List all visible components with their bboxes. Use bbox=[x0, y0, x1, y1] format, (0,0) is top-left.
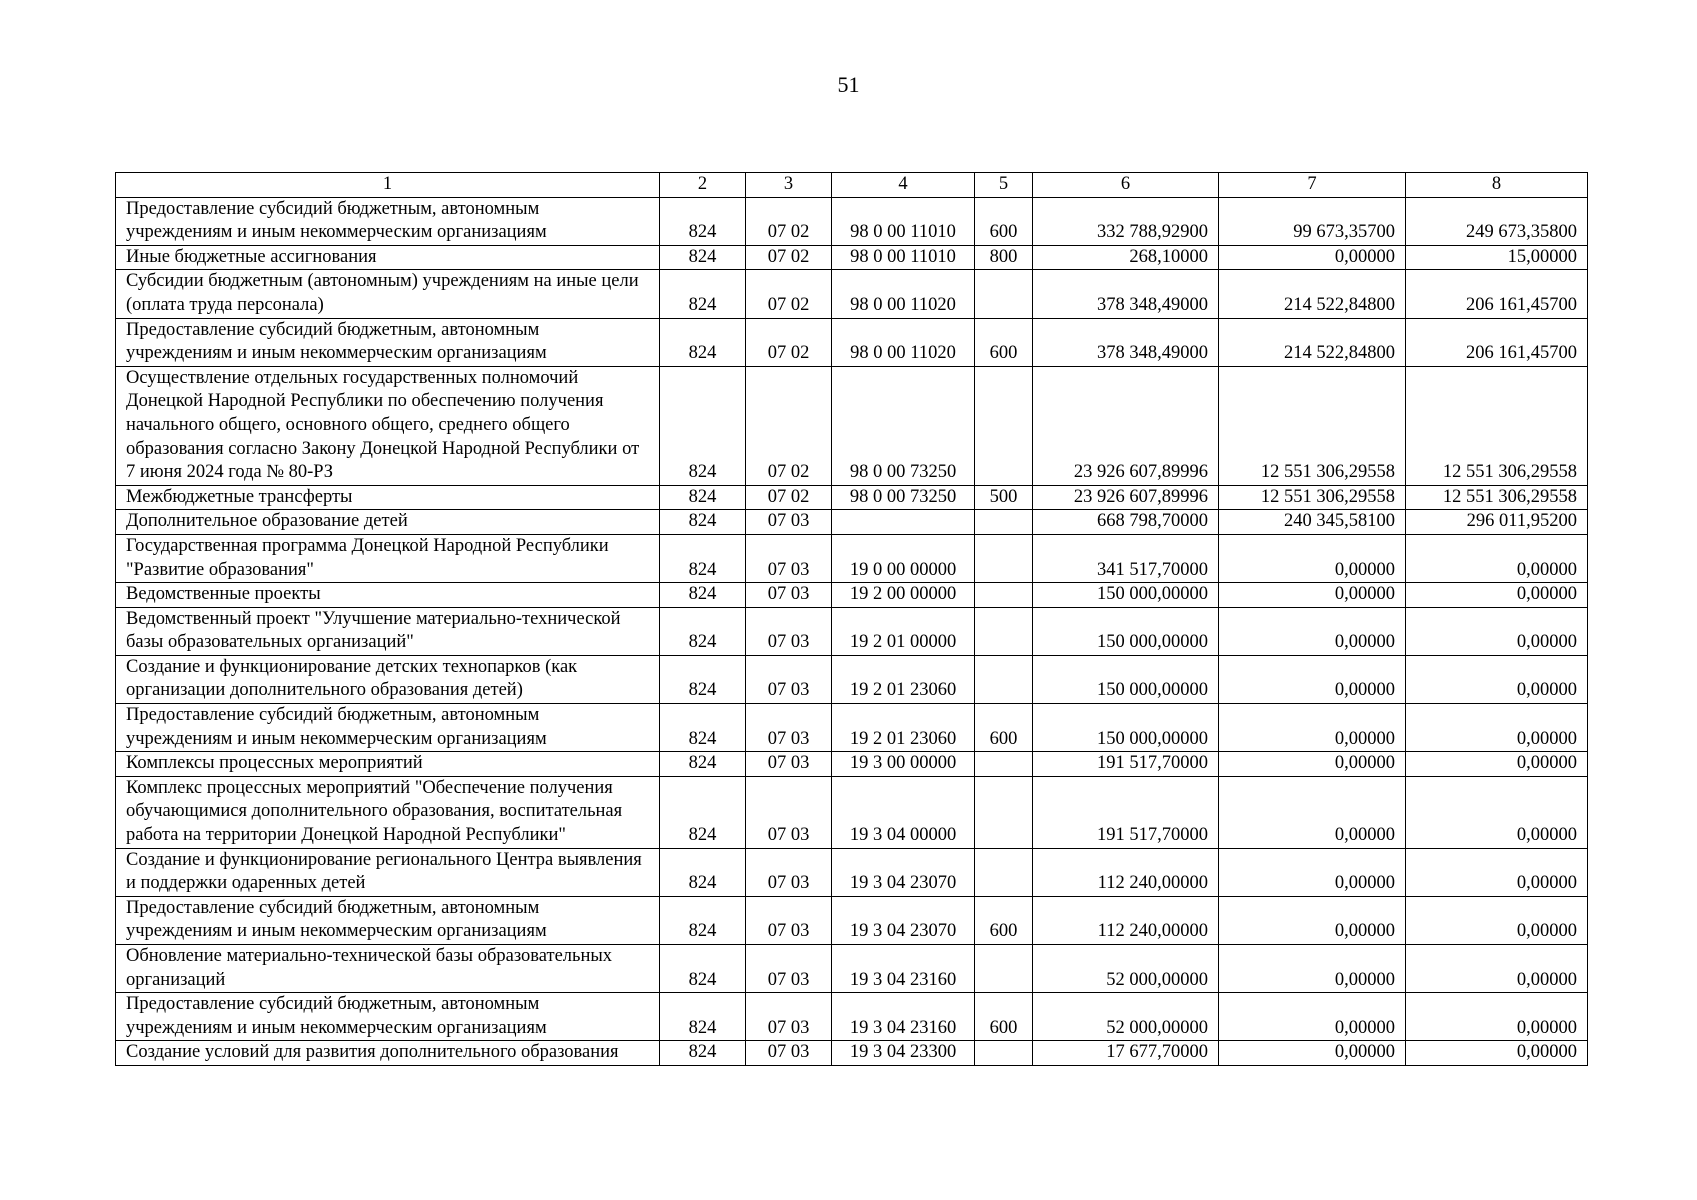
target-article-cell: 98 0 00 73250 bbox=[832, 485, 975, 510]
amount-col7-cell: 0,00000 bbox=[1219, 993, 1406, 1041]
amount-col6-cell: 378 348,49000 bbox=[1033, 270, 1219, 318]
table-row bbox=[116, 245, 1588, 270]
description-cell: Предоставление субсидий бюджетным, автономным учреждениям и иным некоммерческим организациям bbox=[116, 704, 660, 752]
column-header: 2 bbox=[660, 173, 746, 198]
amount-col7-cell: 0,00000 bbox=[1219, 245, 1406, 270]
description-cell: Межбюджетные трансферты bbox=[116, 485, 660, 510]
target-article-cell: 19 2 00 00000 bbox=[832, 583, 975, 608]
table-row bbox=[116, 945, 1588, 993]
description-cell: Комплекс процессных мероприятий "Обеспечение получения обучающимися дополнительного образования, воспитательная работа на территории Донецкой Народной Республики" bbox=[116, 776, 660, 848]
amount-col7-cell: 0,00000 bbox=[1219, 655, 1406, 703]
section-code-cell: 07 02 bbox=[746, 197, 832, 245]
expense-type-cell bbox=[975, 534, 1033, 582]
description-cell: Комплексы процессных мероприятий bbox=[116, 752, 660, 777]
amount-col7-cell: 0,00000 bbox=[1219, 945, 1406, 993]
amount-col6-cell: 268,10000 bbox=[1033, 245, 1219, 270]
amount-col6-cell: 668 798,70000 bbox=[1033, 510, 1219, 535]
description-cell: Создание условий для развития дополнительного образования bbox=[116, 1041, 660, 1066]
ministry-code-cell: 824 bbox=[660, 896, 746, 944]
amount-col7-cell: 0,00000 bbox=[1219, 1041, 1406, 1066]
table-row bbox=[116, 848, 1588, 896]
column-header: 4 bbox=[832, 173, 975, 198]
amount-col8-cell: 0,00000 bbox=[1406, 776, 1588, 848]
section-code-cell: 07 02 bbox=[746, 485, 832, 510]
table-row bbox=[116, 485, 1588, 510]
amount-col7-cell: 0,00000 bbox=[1219, 704, 1406, 752]
amount-col8-cell: 12 551 306,29558 bbox=[1406, 366, 1588, 485]
table-row bbox=[116, 896, 1588, 944]
target-article-cell bbox=[832, 510, 975, 535]
target-article-cell: 19 0 00 00000 bbox=[832, 534, 975, 582]
amount-col7-cell: 0,00000 bbox=[1219, 752, 1406, 777]
amount-col6-cell: 150 000,00000 bbox=[1033, 607, 1219, 655]
ministry-code-cell: 824 bbox=[660, 318, 746, 366]
target-article-cell: 19 3 04 23160 bbox=[832, 993, 975, 1041]
ministry-code-cell: 824 bbox=[660, 270, 746, 318]
table-row bbox=[116, 704, 1588, 752]
section-code-cell: 07 03 bbox=[746, 752, 832, 777]
target-article-cell: 98 0 00 11010 bbox=[832, 197, 975, 245]
table-row bbox=[116, 583, 1588, 608]
target-article-cell: 19 2 01 23060 bbox=[832, 655, 975, 703]
ministry-code-cell: 824 bbox=[660, 485, 746, 510]
ministry-code-cell: 824 bbox=[660, 197, 746, 245]
amount-col6-cell: 23 926 607,89996 bbox=[1033, 366, 1219, 485]
ministry-code-cell: 824 bbox=[660, 704, 746, 752]
description-cell: Создание и функционирование регионального Центра выявления и поддержки одаренных детей bbox=[116, 848, 660, 896]
amount-col6-cell: 52 000,00000 bbox=[1033, 993, 1219, 1041]
description-cell: Ведомственные проекты bbox=[116, 583, 660, 608]
section-code-cell: 07 03 bbox=[746, 607, 832, 655]
amount-col8-cell: 0,00000 bbox=[1406, 752, 1588, 777]
expense-type-cell bbox=[975, 510, 1033, 535]
page-number: 51 bbox=[837, 72, 860, 97]
target-article-cell: 19 3 04 23070 bbox=[832, 848, 975, 896]
expense-type-cell bbox=[975, 270, 1033, 318]
table-row bbox=[116, 655, 1588, 703]
section-code-cell: 07 02 bbox=[746, 245, 832, 270]
amount-col8-cell: 0,00000 bbox=[1406, 896, 1588, 944]
expense-type-cell bbox=[975, 607, 1033, 655]
section-code-cell: 07 03 bbox=[746, 776, 832, 848]
target-article-cell: 19 2 01 00000 bbox=[832, 607, 975, 655]
column-header: 8 bbox=[1406, 173, 1588, 198]
expense-type-cell bbox=[975, 655, 1033, 703]
target-article-cell: 19 2 01 23060 bbox=[832, 704, 975, 752]
amount-col6-cell: 150 000,00000 bbox=[1033, 655, 1219, 703]
table-row bbox=[116, 270, 1588, 318]
description-cell: Ведомственный проект "Улучшение материально-технической базы образовательных организаций" bbox=[116, 607, 660, 655]
column-header: 1 bbox=[116, 173, 660, 198]
column-header: 6 bbox=[1033, 173, 1219, 198]
amount-col8-cell: 249 673,35800 bbox=[1406, 197, 1588, 245]
amount-col7-cell: 0,00000 bbox=[1219, 583, 1406, 608]
header-row bbox=[116, 173, 1588, 198]
amount-col6-cell: 23 926 607,89996 bbox=[1033, 485, 1219, 510]
amount-col7-cell: 0,00000 bbox=[1219, 776, 1406, 848]
target-article-cell: 98 0 00 11020 bbox=[832, 270, 975, 318]
amount-col6-cell: 191 517,70000 bbox=[1033, 776, 1219, 848]
amount-col8-cell: 0,00000 bbox=[1406, 993, 1588, 1041]
amount-col8-cell: 0,00000 bbox=[1406, 848, 1588, 896]
amount-col8-cell: 0,00000 bbox=[1406, 704, 1588, 752]
section-code-cell: 07 03 bbox=[746, 848, 832, 896]
expense-type-cell bbox=[975, 848, 1033, 896]
amount-col6-cell: 17 677,70000 bbox=[1033, 1041, 1219, 1066]
table-row bbox=[116, 993, 1588, 1041]
expense-type-cell: 600 bbox=[975, 197, 1033, 245]
expense-type-cell bbox=[975, 1041, 1033, 1066]
amount-col7-cell: 12 551 306,29558 bbox=[1219, 485, 1406, 510]
table-row bbox=[116, 510, 1588, 535]
target-article-cell: 19 3 00 00000 bbox=[832, 752, 975, 777]
amount-col6-cell: 332 788,92900 bbox=[1033, 197, 1219, 245]
table-row bbox=[116, 1041, 1588, 1066]
expense-type-cell: 600 bbox=[975, 318, 1033, 366]
description-cell: Предоставление субсидий бюджетным, автономным учреждениям и иным некоммерческим организациям bbox=[116, 993, 660, 1041]
amount-col8-cell: 12 551 306,29558 bbox=[1406, 485, 1588, 510]
table-row bbox=[116, 607, 1588, 655]
amount-col6-cell: 378 348,49000 bbox=[1033, 318, 1219, 366]
description-cell: Обновление материально-технической базы образовательных организаций bbox=[116, 945, 660, 993]
amount-col7-cell: 240 345,58100 bbox=[1219, 510, 1406, 535]
description-cell: Субсидии бюджетным (автономным) учреждениям на иные цели (оплата труда персонала) bbox=[116, 270, 660, 318]
expense-type-cell: 500 bbox=[975, 485, 1033, 510]
amount-col6-cell: 112 240,00000 bbox=[1033, 896, 1219, 944]
amount-col6-cell: 150 000,00000 bbox=[1033, 704, 1219, 752]
section-code-cell: 07 03 bbox=[746, 1041, 832, 1066]
expense-type-cell: 600 bbox=[975, 896, 1033, 944]
section-code-cell: 07 03 bbox=[746, 945, 832, 993]
ministry-code-cell: 824 bbox=[660, 993, 746, 1041]
target-article-cell: 19 3 04 23160 bbox=[832, 945, 975, 993]
target-article-cell: 19 3 04 23070 bbox=[832, 896, 975, 944]
target-article-cell: 19 3 04 00000 bbox=[832, 776, 975, 848]
ministry-code-cell: 824 bbox=[660, 752, 746, 777]
column-header: 5 bbox=[975, 173, 1033, 198]
expense-type-cell bbox=[975, 752, 1033, 777]
amount-col8-cell: 0,00000 bbox=[1406, 945, 1588, 993]
amount-col8-cell: 0,00000 bbox=[1406, 583, 1588, 608]
section-code-cell: 07 03 bbox=[746, 704, 832, 752]
description-cell: Государственная программа Донецкой Народной Республики "Развитие образования" bbox=[116, 534, 660, 582]
amount-col6-cell: 191 517,70000 bbox=[1033, 752, 1219, 777]
table-row bbox=[116, 318, 1588, 366]
amount-col7-cell: 0,00000 bbox=[1219, 607, 1406, 655]
amount-col8-cell: 296 011,95200 bbox=[1406, 510, 1588, 535]
section-code-cell: 07 03 bbox=[746, 534, 832, 582]
ministry-code-cell: 824 bbox=[660, 366, 746, 485]
amount-col7-cell: 214 522,84800 bbox=[1219, 318, 1406, 366]
amount-col6-cell: 52 000,00000 bbox=[1033, 945, 1219, 993]
expense-type-cell bbox=[975, 776, 1033, 848]
description-cell: Дополнительное образование детей bbox=[116, 510, 660, 535]
ministry-code-cell: 824 bbox=[660, 776, 746, 848]
table-row bbox=[116, 752, 1588, 777]
section-code-cell: 07 02 bbox=[746, 270, 832, 318]
section-code-cell: 07 03 bbox=[746, 510, 832, 535]
table-row bbox=[116, 776, 1588, 848]
target-article-cell: 98 0 00 73250 bbox=[832, 366, 975, 485]
target-article-cell: 98 0 00 11010 bbox=[832, 245, 975, 270]
expense-type-cell: 600 bbox=[975, 993, 1033, 1041]
amount-col6-cell: 341 517,70000 bbox=[1033, 534, 1219, 582]
amount-col8-cell: 0,00000 bbox=[1406, 655, 1588, 703]
section-code-cell: 07 03 bbox=[746, 896, 832, 944]
ministry-code-cell: 824 bbox=[660, 655, 746, 703]
description-cell: Осуществление отдельных государственных полномочий Донецкой Народной Республики по обеспечению получения начального общего, основного общего, среднего общего образования согласно Закону Донецкой Народной Республики от 7 июня 2024 года № 80-РЗ bbox=[116, 366, 660, 485]
description-cell: Предоставление субсидий бюджетным, автономным учреждениям и иным некоммерческим организациям bbox=[116, 318, 660, 366]
expense-type-cell bbox=[975, 945, 1033, 993]
column-header: 3 bbox=[746, 173, 832, 198]
ministry-code-cell: 824 bbox=[660, 607, 746, 655]
expense-type-cell bbox=[975, 583, 1033, 608]
amount-col8-cell: 206 161,45700 bbox=[1406, 318, 1588, 366]
target-article-cell: 19 3 04 23300 bbox=[832, 1041, 975, 1066]
description-cell: Иные бюджетные ассигнования bbox=[116, 245, 660, 270]
ministry-code-cell: 824 bbox=[660, 245, 746, 270]
amount-col8-cell: 0,00000 bbox=[1406, 534, 1588, 582]
section-code-cell: 07 03 bbox=[746, 583, 832, 608]
ministry-code-cell: 824 bbox=[660, 945, 746, 993]
ministry-code-cell: 824 bbox=[660, 510, 746, 535]
expense-type-cell bbox=[975, 366, 1033, 485]
section-code-cell: 07 03 bbox=[746, 993, 832, 1041]
ministry-code-cell: 824 bbox=[660, 534, 746, 582]
amount-col7-cell: 12 551 306,29558 bbox=[1219, 366, 1406, 485]
ministry-code-cell: 824 bbox=[660, 1041, 746, 1066]
amount-col8-cell: 0,00000 bbox=[1406, 1041, 1588, 1066]
amount-col8-cell: 0,00000 bbox=[1406, 607, 1588, 655]
table-row bbox=[116, 366, 1588, 485]
amount-col7-cell: 0,00000 bbox=[1219, 896, 1406, 944]
expense-type-cell: 600 bbox=[975, 704, 1033, 752]
section-code-cell: 07 02 bbox=[746, 366, 832, 485]
amount-col7-cell: 214 522,84800 bbox=[1219, 270, 1406, 318]
description-cell: Предоставление субсидий бюджетным, автономным учреждениям и иным некоммерческим организациям bbox=[116, 896, 660, 944]
table-body bbox=[116, 197, 1588, 1065]
ministry-code-cell: 824 bbox=[660, 848, 746, 896]
ministry-code-cell: 824 bbox=[660, 583, 746, 608]
table-row bbox=[116, 534, 1588, 582]
section-code-cell: 07 02 bbox=[746, 318, 832, 366]
column-header: 7 bbox=[1219, 173, 1406, 198]
target-article-cell: 98 0 00 11020 bbox=[832, 318, 975, 366]
amount-col6-cell: 112 240,00000 bbox=[1033, 848, 1219, 896]
amount-col7-cell: 0,00000 bbox=[1219, 534, 1406, 582]
amount-col7-cell: 0,00000 bbox=[1219, 848, 1406, 896]
table-row bbox=[116, 197, 1588, 245]
budget-table bbox=[115, 172, 1588, 1066]
amount-col8-cell: 15,00000 bbox=[1406, 245, 1588, 270]
amount-col8-cell: 206 161,45700 bbox=[1406, 270, 1588, 318]
section-code-cell: 07 03 bbox=[746, 655, 832, 703]
amount-col6-cell: 150 000,00000 bbox=[1033, 583, 1219, 608]
expense-type-cell: 800 bbox=[975, 245, 1033, 270]
amount-col7-cell: 99 673,35700 bbox=[1219, 197, 1406, 245]
description-cell: Создание и функционирование детских технопарков (как организации дополнительного образования детей) bbox=[116, 655, 660, 703]
description-cell: Предоставление субсидий бюджетным, автономным учреждениям и иным некоммерческим организациям bbox=[116, 197, 660, 245]
